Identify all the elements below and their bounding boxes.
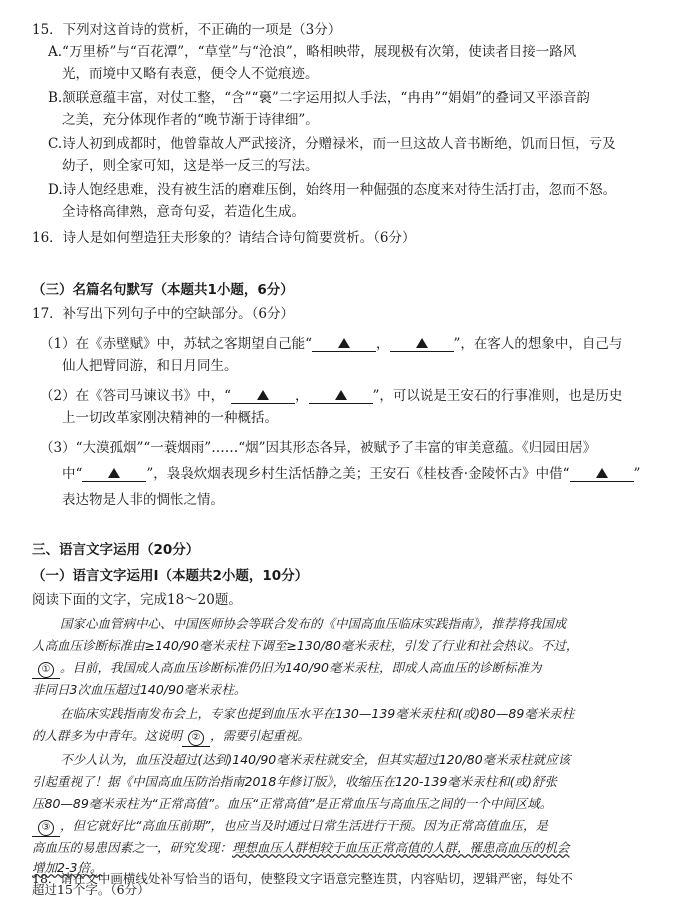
q17-stem: 17．补写出下列句子中的空缺部分。（6分） [32,306,295,322]
q15-option-d-line1: D.诗人饱经患难，没有被生活的磨难压倒，始终用一种倔强的态度来对待生活打击，忽而不怒。 [48,182,617,198]
q17-part3-line2: 中“ ”，袅袅炊烟表现乡村生活恬静之美；王安石《桂枝香·金陵怀古》中借“ ” [62,466,641,482]
sub1-heading: （一）语言文字运用Ⅰ（本题共2小题，10分） [32,568,309,584]
q17-part2-line2: 上一切改革家刚决精神的一种概括。 [62,410,278,426]
q17-part2-line1: （2）在《答司马谏议书》中，“ ， ”，可以说是王安石的行事准则，也是历史 [40,388,623,404]
passage-line-5: 在临床实践指南发布会上，专家也提到血压水平在130—139毫米汞柱和(或)80—89毫米汞柱 [60,706,575,721]
answer-blank-2[interactable] [390,337,454,352]
answer-blank-circle-1[interactable]: ① [32,658,60,679]
part3-heading: 三、语言文字运用（20分） [32,542,200,558]
answer-blank-1[interactable] [312,337,376,352]
q15-option-d-line2: 全诗格高律熟，意奇句妥，若造化生成。 [62,204,305,220]
passage-line-1: 国家心血管病中心、中国医师协会等联合发布的《中国高血压临床实践指南》，推荐将我国成 [60,616,567,631]
q15-option-c-line1: C.诗人初到成都时，他曾靠故人严武接济，分赠禄米，而一旦这故人音书断绝，饥而日恒，亏及 [48,136,616,152]
section3-heading: （三）名篇名句默写（本题共1小题，6分） [32,282,294,298]
answer-blank-6[interactable] [570,467,634,482]
q17-part3-line3: 表达物是人非的惆怅之情。 [62,492,224,508]
triangle-marker-icon [338,338,350,348]
passage-line-3: ① 。目前，我国成人高血压诊断标准仍旧为140/90毫米汞柱，即成人高血压的诊断标准为 [32,658,679,679]
triangle-marker-icon [335,390,347,400]
q18-stem-line2: 超过15个字。（6分） [32,882,150,897]
answer-blank-5[interactable] [82,467,146,482]
q18-stem: 18．请在文中画横线处补写恰当的语句，使整段文字语意完整连贯，内容贴切，逻辑严密，每处不 [32,871,573,886]
q15-option-a-line1: A.“万里桥”与“百花潭”，“草堂”与“沧浪”，略相映带，展现极有次第，使读者目接一路风 [48,44,577,60]
passage-line-8: 引起重视了！据《中国高血压防治指南2018年修订版》，收缩压在120-139毫米汞柱和(或)舒张 [32,774,558,789]
triangle-marker-icon [108,468,120,478]
triangle-marker-icon [416,338,428,348]
reading-intro: 阅读下面的文字，完成18～20题。 [32,592,242,608]
q15-stem: 15．下列对这首诗的赏析，不正确的一项是（3分） [32,22,342,38]
q15-option-a-line2: 光，而境中又略有表意，便令人不觉痕迹。 [62,66,319,82]
triangle-marker-icon [257,390,269,400]
q16-stem: 16．诗人是如何塑造狂夫形象的？请结合诗句简要赏析。（6分） [32,230,416,246]
q17-part1-line2: 仙人把臂同游，和日月同生。 [62,358,238,374]
wavy-underlined-text-end: 增加2-3倍。 [32,860,103,875]
passage-line-11: 高血压的易患因素之一，研究发现：理想血压人群相较于血压正常高值的人群，罹患高血压的机会 [32,840,570,855]
q15-option-c-line2: 幼子，则全家可知，这是举一反三的写法。 [62,158,319,174]
passage-line-9: 压80—89毫米汞柱为“正常高值”。血压“正常高值”是正常血压与高血压之间的一个中间区域。 [32,796,553,811]
q17-part3-line1: （3）“大漠孤烟”“一蓑烟雨”……“烟”因其形态各异，被赋予了丰富的审美意蕴。《归园田居》 [40,440,597,456]
passage-line-2: 人高血压诊断标准由≥140/90毫米汞柱下调至≥130/80毫米汞柱，引发了行业和社会热议。不过， [32,638,579,653]
q15-option-b-line2: 之美，充分体现作者的“晚节渐于诗律细”。 [62,112,319,128]
q17-part1-line1: （1）在《赤壁赋》中，苏轼之客期望自己能“ ， ”，在客人的想象中，自己与 [40,336,623,352]
answer-blank-3[interactable] [231,389,295,404]
passage-line-4: 非同日3次血压超过140/90毫米汞柱。 [32,682,247,697]
passage-line-7: 不少人认为，血压没超过(达到)140/90毫米汞柱就安全，但其实超过120/80毫米汞柱就应该 [60,752,571,767]
answer-blank-circle-3[interactable]: ③ [32,816,60,837]
answer-blank-4[interactable] [309,389,373,404]
passage-line-6: 的人群多为中青年。这说明 ② ，需要引起重视。 [32,726,679,747]
wavy-underlined-text: 理想血压人群相较于血压正常高值的人群，罹患高血压的机会 [232,840,570,855]
answer-blank-circle-2[interactable]: ② [182,726,210,747]
triangle-marker-icon [596,468,608,478]
passage-line-10: ③ ，但它就好比“高血压前期”，也应当及时通过日常生活进行干预。因为正常高值血压，是 [32,816,679,837]
q15-option-b-line1: B.颔联意蕴丰富，对仗工整，“含”“裛”二字运用拟人手法，“冉冉”“娟娟”的叠词又平添音韵 [48,90,590,106]
